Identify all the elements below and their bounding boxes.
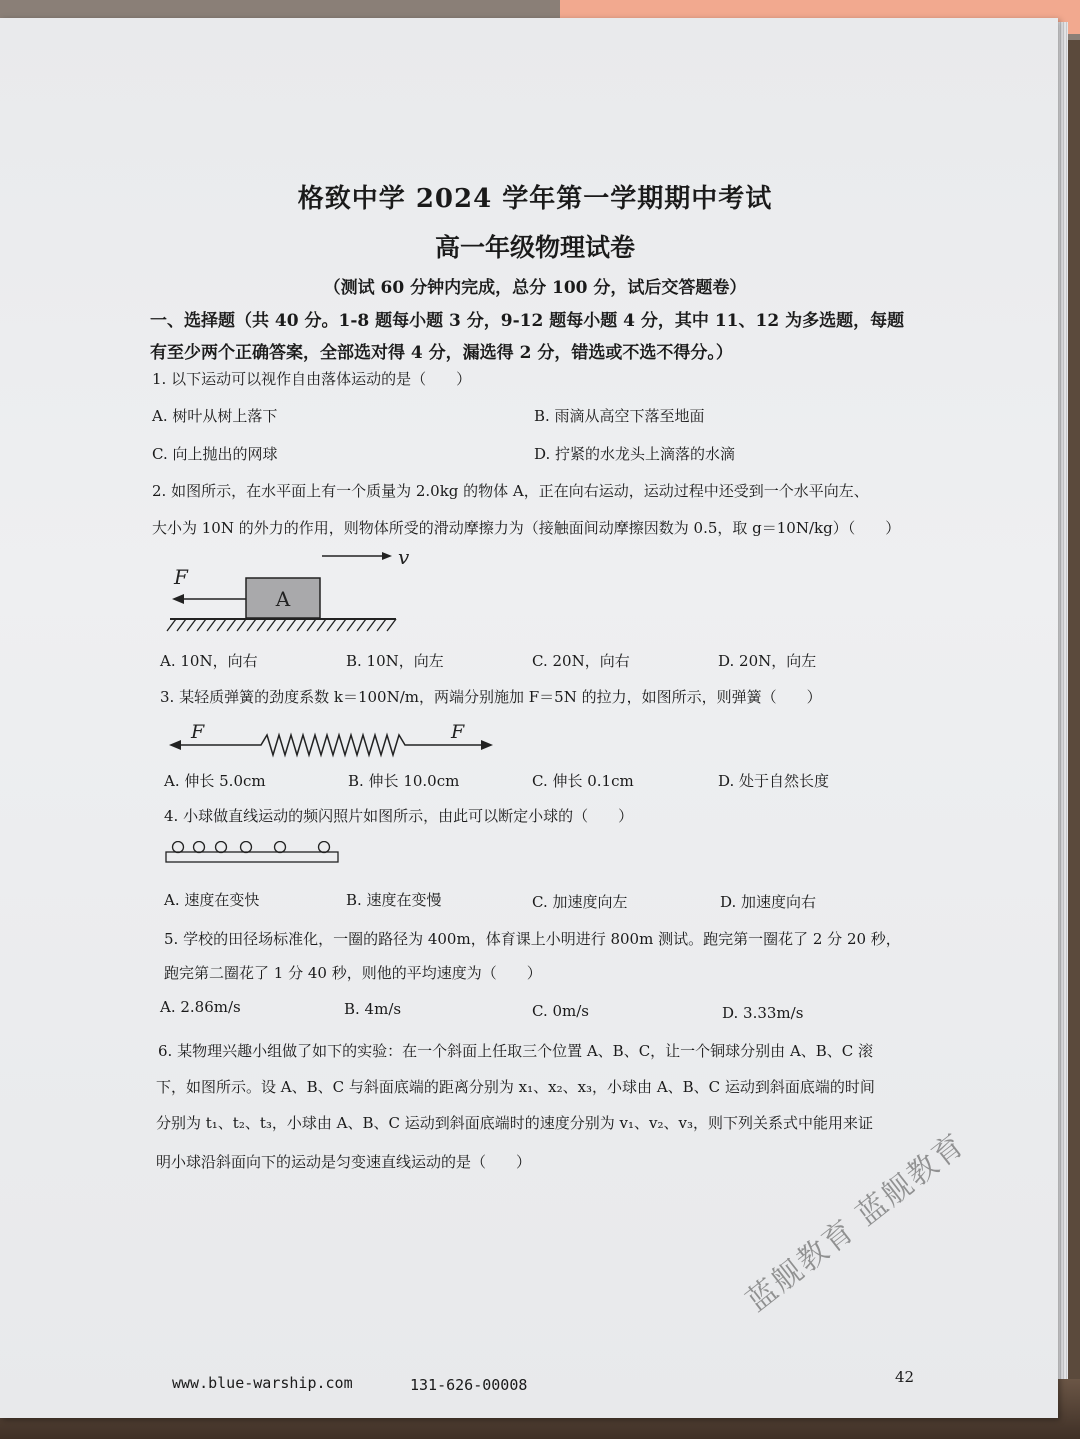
question-4-stem: 4. 小球做直线运动的频闪照片如图所示，由此可以断定小球的（ ） [164, 807, 634, 825]
question-2-option-c: C. 20N，向右 [532, 652, 630, 670]
question-3-option-b: B. 伸长 10.0cm [348, 772, 460, 790]
question-5-option-d: D. 3.33m/s [722, 1004, 804, 1022]
question-6-stem-line-1: 6. 某物理兴趣小组做了如下的实验：在一个斜面上任取三个位置 A、B、C，让一个铜球分别由 A、B、C 滚 [158, 1042, 874, 1060]
question-4-option-c: C. 加速度向左 [532, 893, 628, 911]
question-2-stem-line-1: 2. 如图所示，在水平面上有一个质量为 2.0kg 的物体 A，正在向右运动，运动过程中还受到一个水平向左、 [152, 482, 869, 500]
section-line-1: 一、选择题（共 40 分。1-8 题每小题 3 分，9-12 题每小题 4 分，其中 11、12 为多选题，每题 [150, 311, 905, 331]
question-1-option-d: D. 拧紧的水龙头上滴落的水滴 [534, 445, 736, 463]
section-heading [150, 305, 920, 369]
watermark: 蓝舰教育 蓝舰教育 [739, 1126, 973, 1319]
exam-title: 格致中学 2024 学年第一学期期中考试 [297, 184, 773, 214]
left-force-label: F [191, 721, 205, 743]
question-3-option-a: A. 伸长 5.0cm [164, 772, 266, 790]
velocity-arrow [322, 552, 392, 560]
footer-phone: 131-626-00008 [410, 1376, 528, 1394]
block-label: A [275, 587, 291, 611]
question-2-option-d: D. 20N，向左 [718, 652, 817, 670]
ball-positions [173, 842, 330, 853]
question-3-spring-figure [165, 718, 505, 763]
question-1-option-b: B. 雨滴从高空下落至地面 [534, 407, 705, 425]
question-6-stem-line-4: 明小球沿斜面向下的运动是匀变速直线运动的是（ ） [156, 1153, 532, 1171]
question-2-option-b: B. 10N，向左 [346, 652, 444, 670]
exam-subtitle: 高一年级物理试卷 [434, 233, 635, 262]
spring [179, 735, 483, 755]
question-1-option-c: C. 向上抛出的网球 [152, 445, 278, 463]
question-5-stem-line-1: 5. 学校的田径场标准化，一圈的路径为 400m，体育课上小明进行 800m 测试。跑完第一圈花了 2 分 20 秒， [164, 930, 901, 948]
question-6-stem-line-3: 分别为 t₁、t₂、t₃，小球由 A、B、C 运动到斜面底端时的速度分别为 v₁、v₂、v₃，则下列关系式中能用来证 [156, 1114, 873, 1132]
question-5-option-c: C. 0m/s [532, 1002, 589, 1020]
question-2-stem-line-2: 大小为 10N 的外力的作用，则物体所受的滑动摩擦力为（接触面间动摩擦因数为 0.5，取 g＝10N/kg）（ ） [152, 519, 901, 537]
force-label: F [174, 565, 188, 589]
track [166, 852, 338, 862]
question-1-stem: 1. 以下运动可以视作自由落体运动的是（ ） [152, 370, 472, 388]
question-4-option-a: A. 速度在变快 [164, 891, 260, 909]
question-3-option-c: C. 伸长 0.1cm [532, 772, 634, 790]
section-line-2: 有至少两个正确答案，全部选对得 4 分，漏选得 2 分，错选或不选不得分。） [150, 343, 733, 363]
question-4-strobe-figure [164, 841, 344, 867]
exam-note: （测试 60 分钟内完成，总分 100 分，试后交答题卷） [323, 278, 747, 298]
right-arrow-head [481, 740, 493, 750]
question-3-option-d: D. 处于自然长度 [718, 772, 830, 790]
page-number: 42 [895, 1368, 915, 1386]
question-5-option-b: B. 4m/s [344, 1000, 402, 1018]
question-2-figure [160, 548, 420, 640]
question-4-option-b: B. 速度在变慢 [346, 891, 442, 909]
force-arrow [172, 594, 246, 604]
question-5-option-a: A. 2.86m/s [160, 998, 241, 1016]
question-3-stem: 3. 某轻质弹簧的劲度系数 k＝100N/m，两端分别施加 F＝5N 的拉力，如图所示，则弹簧（ ） [160, 688, 822, 706]
right-force-label: F [451, 721, 465, 743]
question-5-stem-line-2: 跑完第二圈花了 1 分 40 秒，则他的平均速度为（ ） [164, 964, 542, 982]
ground-hatching [167, 619, 396, 631]
question-1-option-a: A. 树叶从树上落下 [152, 407, 278, 425]
left-arrow-head [169, 740, 181, 750]
question-6-stem-line-2: 下，如图所示。设 A、B、C 与斜面底端的距离分别为 x₁、x₂、x₃，小球由 A、B、C 运动到斜面底端的时间 [156, 1078, 875, 1096]
footer-website: www.blue-warship.com [172, 1374, 353, 1392]
question-2-option-a: A. 10N，向右 [160, 652, 258, 670]
question-4-option-d: D. 加速度向右 [720, 893, 817, 911]
velocity-label: v [398, 548, 410, 569]
